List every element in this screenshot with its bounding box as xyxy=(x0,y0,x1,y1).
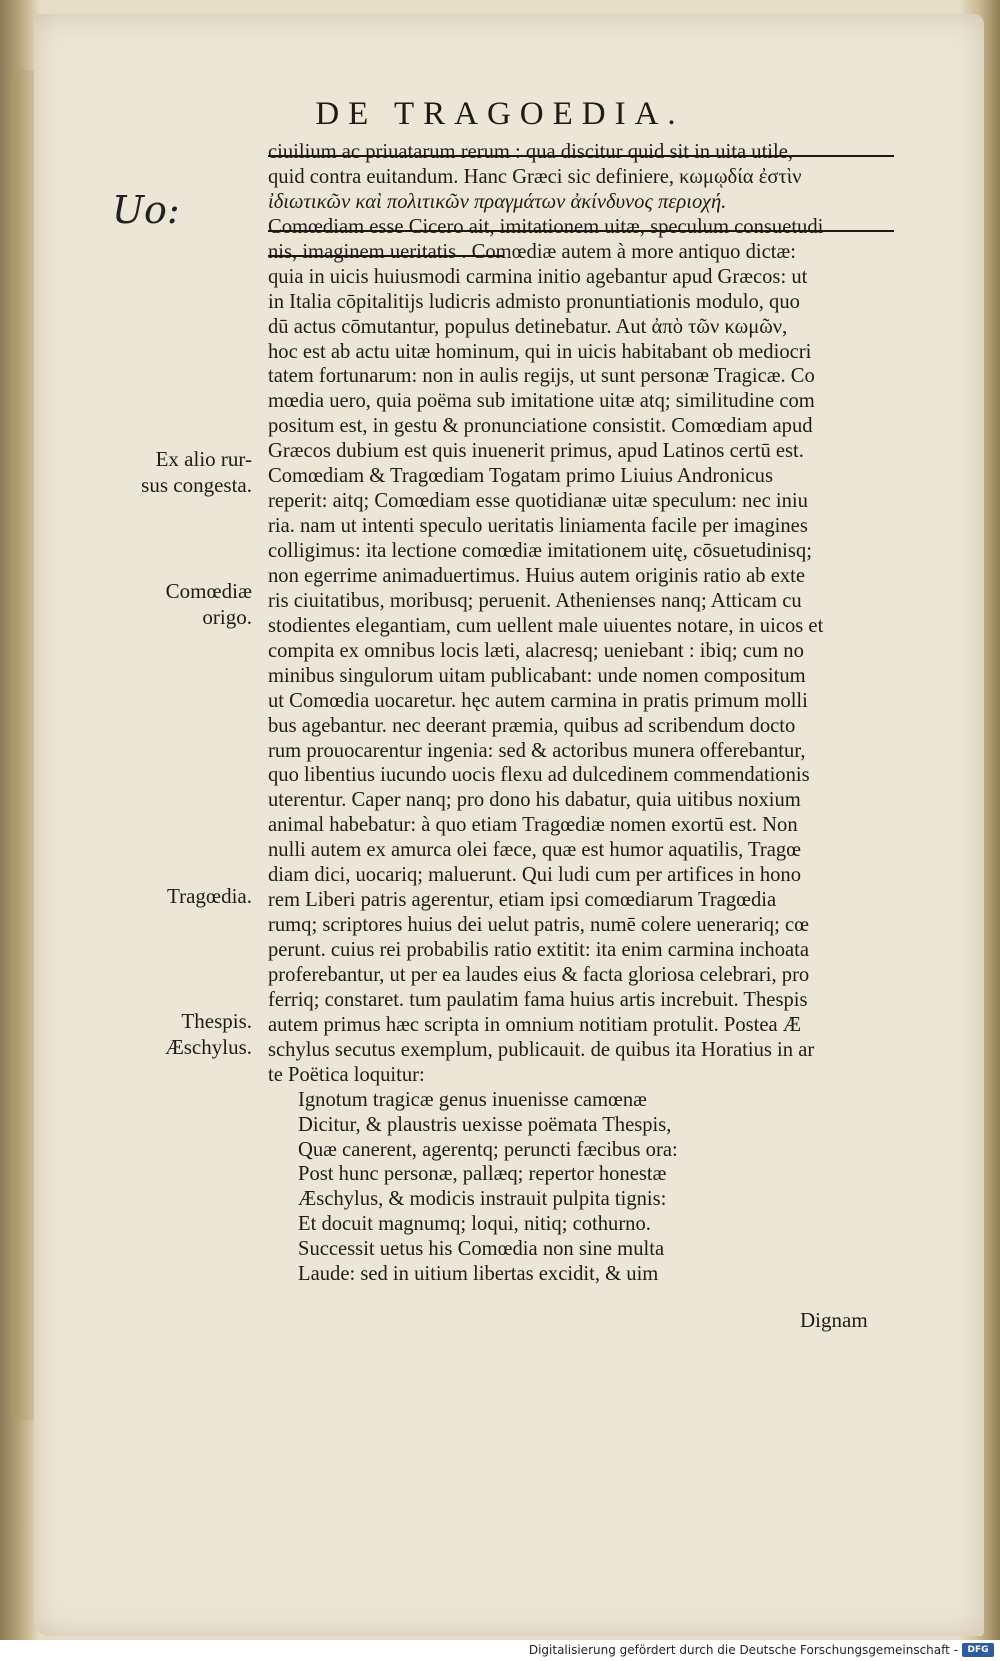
dfg-logo-icon: DFG xyxy=(962,1643,994,1657)
margin-note: Thespis. xyxy=(181,1009,252,1033)
margin-note: sus congesta. xyxy=(141,473,252,497)
verse-line: Quæ canerent, agerentq; peruncti fæcibus ora: xyxy=(298,1138,678,1161)
text-line: minibus singulorum uitam publicabant: unde nomen compositum xyxy=(268,664,806,687)
text-line: compita ex omnibus locis læti, alacresq; ueniebant : ibiq; cum no xyxy=(268,639,804,662)
text-line: dū actus cōmutantur, populus detinebatur. Aut ἀπὸ τῶν κωμῶν, xyxy=(268,315,788,338)
handwritten-annotation: Uo: xyxy=(112,188,180,232)
text-line: Græcos dubium est quis inuenerit primus, apud Latinos certū est. xyxy=(268,440,804,463)
verse-line: Laude: sed in uitium libertas excidit, & uim xyxy=(298,1263,659,1286)
text-line: in Italia cōpitalitijs ludicris admisto pronuntiationis modulo, quo xyxy=(268,290,800,313)
text-line: rem Liberi patris agerentur, etiam ipsi comœdiarum Tragœdia xyxy=(268,889,777,912)
text-line: bus agebantur. nec deerant præmia, quibus ad scribendum docto xyxy=(268,714,796,737)
text-line: nulli autem ex amurca olei fæce, quæ est humor aquatilis, Tragœ xyxy=(268,839,802,862)
text-line: quo libentius iucundo uocis flexu ad dulcedinem commendationis xyxy=(268,764,810,787)
text-line: positum est, in gestu & pronunciatione consistit. Comœdiam apud xyxy=(268,415,813,438)
text-line: ferriq; constaret. tum paulatim fama huius artis increbuit. Thespis xyxy=(268,988,808,1011)
text-line: rum prouocarentur ingenia: sed & actoribus munera offerebantur, xyxy=(268,739,806,762)
text-line: te Poëtica loquitur: xyxy=(268,1063,425,1086)
text-line: ris ciuitatibus, moribusq; peruenit. Athenienses nanq; Atticam cu xyxy=(268,589,802,612)
text-line: diam dici, uocariq; maluerunt. Qui ludi cum per artifices in hono xyxy=(268,864,802,887)
text-line: schylus secutus exemplum, publicauit. de quibus ita Horatius in ar xyxy=(268,1038,815,1061)
text-line: Comœdiam & Tragœdiam Togatam primo Liuius Andronicus xyxy=(268,465,773,488)
text-line: ria. nam ut intenti speculo ueritatis liniamenta facile per imagines xyxy=(268,515,808,538)
text-line: stodientes elegantiam, cum uellent male uiuentes notare, in uicos et xyxy=(268,614,824,637)
catchword: Dignam xyxy=(800,1308,868,1332)
text-line: rumq; scriptores huius dei uelut patris, numē colere uenerariq; cœ xyxy=(268,914,809,937)
verse-line: Post hunc personæ, pallæq; repertor honestæ xyxy=(298,1163,667,1186)
margin-note: Tragœdia. xyxy=(167,884,252,908)
text-line: hoc est ab actu uitæ hominum, qui in uicis habitabant ob mediocri xyxy=(268,340,812,363)
text-line: ut Comœdia uocaretur. hęc autem carmina in pratis primum molli xyxy=(268,689,808,712)
margin-note: Ex alio rur- xyxy=(155,447,252,471)
text-line: autem primus hæc scripta in omnium notitiam protulit. Postea Æ xyxy=(268,1013,802,1036)
text-line: reperit: aitq; Comœdiam esse quotidianæ uitæ speculum: nec iniu xyxy=(268,490,808,513)
footer-credit: Digitalisierung gefördert durch die Deutsche Forschungsgemeinschaft - xyxy=(528,1643,958,1657)
text-line: colligimus: ita lectione comœdiæ imitationem uitę, cōsuetudinisq; xyxy=(268,540,812,562)
text-line: proferebantur, ut per ea laudes eius & facta gloriosa celebrari, pro xyxy=(268,963,810,986)
text-line: quid contra euitandum. Hanc Græci sic definiere, κωμῳδία ἐστὶν xyxy=(268,165,802,188)
text-line: animal habebatur: à quo etiam Tragœdiæ nomen exortū est. Non xyxy=(268,814,798,837)
text-line: non egerrime animaduertimus. Huius autem originis ratio ab exte xyxy=(268,564,806,587)
verse-line: Ignotum tragicæ genus inuenisse camœnæ xyxy=(298,1088,647,1111)
verse-line: Et docuit magnumq; loqui, nitiq; cothurno. xyxy=(298,1213,651,1236)
text-line: tatem fortunarum: non in aulis regijs, ut sunt personæ Tragicæ. Co xyxy=(268,365,815,388)
text-line: nis, imaginem ueritatis . Comœdiæ autem à more antiquo dictæ: xyxy=(268,240,894,265)
text-line: uterentur. Caper nanq; pro dono his dabatur, quia uitibus noxium xyxy=(268,789,801,812)
verse-line: Successit uetus his Comœdia non sine multa xyxy=(298,1238,665,1261)
text-line: quia in uicis huiusmodi carmina initio agebantur apud Græcos: ut xyxy=(268,265,808,288)
margin-note: origo. xyxy=(202,605,252,629)
margin-note: Comœdiæ xyxy=(165,579,252,603)
text-line: perunt. cuius rei probabilis ratio extitit: ita enim carmina inchoata xyxy=(268,939,809,961)
verse-line: Æschylus, & modicis instrauit pulpita tignis: xyxy=(298,1188,667,1211)
running-head: DE TRAGOEDIA. xyxy=(315,96,685,132)
verse-line: Dicitur, & plaustris uexisse poëmata Thespis, xyxy=(298,1113,672,1136)
text-line: Comœdiam esse Cicero ait, imitationem uitæ, speculum consuetudi xyxy=(268,215,894,240)
main-text-block xyxy=(268,140,894,1287)
text-line: ciuilium ac priuatarum rerum : qua discitur quid sit in uita utile, xyxy=(268,140,894,165)
margin-note: Æschylus. xyxy=(165,1035,252,1059)
text-line: ἰδιωτικῶν καὶ πολιτικῶν πραγμάτων ἀκίνδυνος περιοχή. xyxy=(268,190,727,213)
text-line: mœdia uero, quia poëma sub imitatione uitæ atq; similitudine com xyxy=(268,390,815,413)
footer-bar xyxy=(0,1640,1000,1661)
